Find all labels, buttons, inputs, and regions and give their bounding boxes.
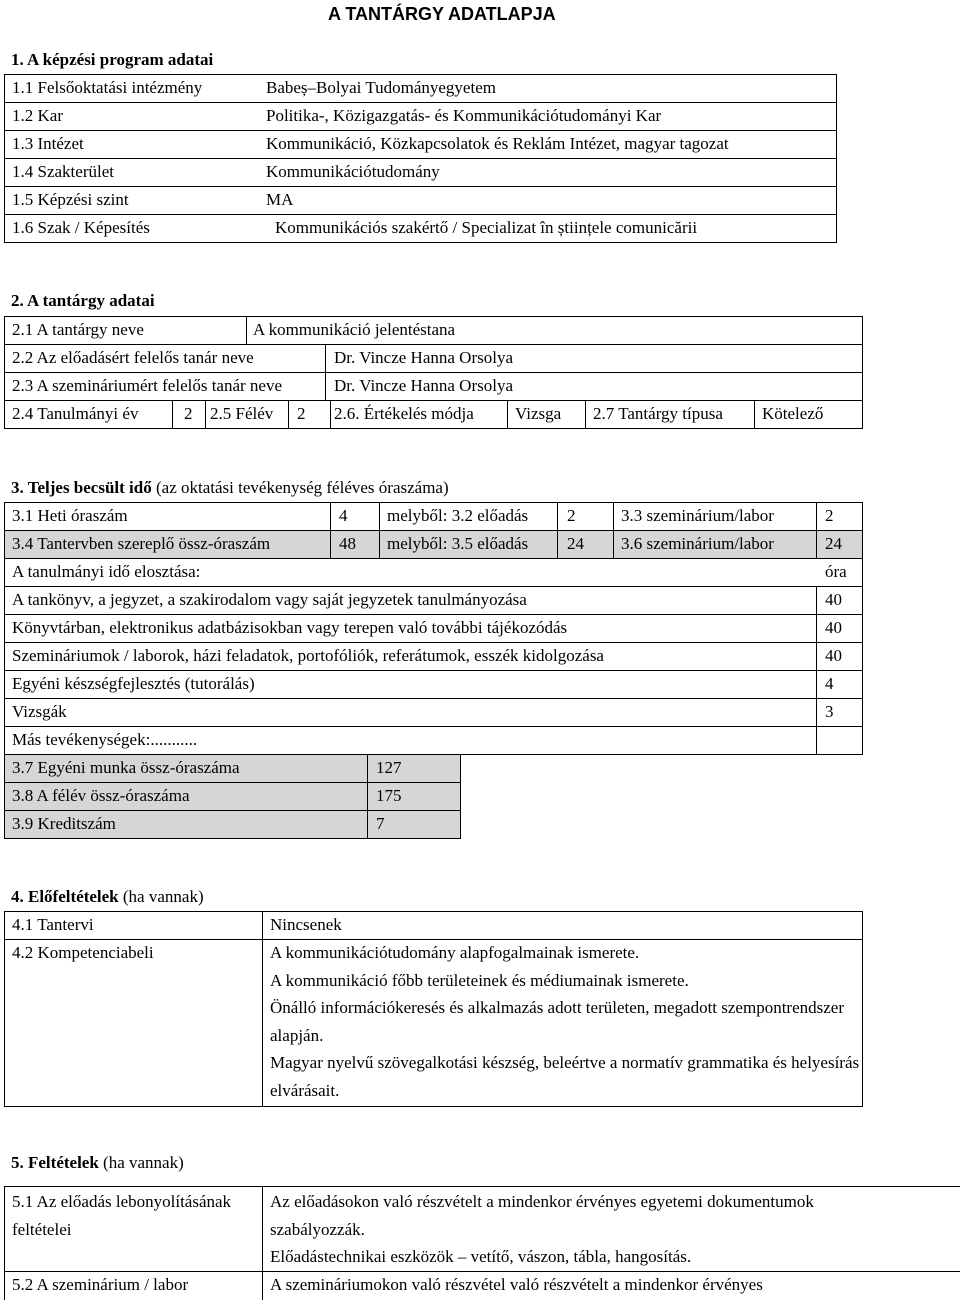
activity-hours: 3: [825, 702, 834, 721]
weekly-seminar-label: 3.3 szeminárium/labor: [621, 506, 774, 525]
seminar-teacher-label: 2.3 A szemináriumért felelős tanár neve: [12, 376, 283, 395]
semester-total-hours-value: 175: [376, 786, 402, 805]
activity-label: Egyéni készségfejlesztés (tutorálás): [12, 674, 255, 693]
section-2-heading: 2. A tantárgy adatai: [11, 291, 155, 310]
credits-value: 7: [376, 814, 385, 833]
section-3-heading: 3. Teljes becsült idő (az oktatási tevékenység féléves óraszáma): [11, 478, 449, 497]
total-seminar-label: 3.6 szeminárium/labor: [621, 534, 774, 553]
lecture-conditions-label: 5.1 Az előadás lebonyolításának feltételei: [12, 1192, 232, 1239]
activity-label: Könyvtárban, elektronikus adatbázisokban vagy terepen való további tájékozódás: [12, 618, 568, 637]
seminar-teacher-value: Dr. Vincze Hanna Orsolya: [334, 376, 513, 395]
level-label: 1.5 Képzési szint: [12, 190, 129, 209]
curricular-prereq-label: 4.1 Tantervi: [12, 915, 94, 934]
semester-label: 2.5 Félév: [210, 404, 274, 423]
lecture-conditions-text: Az előadásokon való részvételt a mindenkor érvényes egyetemi dokumentumok szabályozzák.: [270, 1192, 814, 1239]
specialization-value: Kommunikációs szakértő / Specializat în științele comunicării: [275, 218, 698, 237]
level-value: MA: [266, 190, 294, 209]
field-label: 1.4 Szakterület: [12, 162, 114, 181]
lecture-equipment-text: Előadástechnikai eszközök – vetítő, vászon, tábla, hangosítás.: [270, 1247, 692, 1266]
weekly-lecture-value: 2: [567, 506, 576, 525]
competence-item: Önálló információkeresés és alkalmazás adott területen, megadott szempontrendszer alapján.: [270, 998, 844, 1045]
specialization-label: 1.6 Szak / Képesítés: [12, 218, 150, 237]
hours-unit-label: óra: [825, 562, 847, 581]
competence-item: Magyar nyelvű szövegalkotási készség, beleértve a normatív grammatika és helyesírás elvárásait.: [270, 1053, 860, 1100]
total-curriculum-hours-value: 48: [339, 534, 356, 553]
lecturer-label: 2.2 Az előadásért felelős tanár neve: [12, 348, 254, 367]
course-type-label: 2.7 Tantárgy típusa: [593, 404, 723, 423]
semester-total-hours-label: 3.8 A félév össz-óraszáma: [12, 786, 190, 805]
activity-hours: 40: [825, 590, 842, 609]
total-lecture-label: melyből: 3.5 előadás: [387, 534, 529, 553]
section-4-heading: 4. Előfeltételek (ha vannak): [11, 887, 204, 906]
faculty-value: Politika-, Közigazgatás- és Kommunikációtudományi Kar: [266, 106, 662, 125]
section-1-heading: 1. A képzési program adatai: [11, 50, 214, 69]
total-seminar-value: 24: [825, 534, 842, 553]
weekly-seminar-value: 2: [825, 506, 834, 525]
activity-label: Szemináriumok / laborok, házi feladatok, portofóliók, referátumok, esszék kidolgozása: [12, 646, 604, 665]
activity-label: Vizsgák: [12, 702, 67, 721]
section-5-heading: 5. Feltételek (ha vannak): [11, 1153, 184, 1172]
field-value: Kommunikációtudomány: [266, 162, 440, 181]
activity-label: Más tevékenységek:...........: [12, 730, 198, 749]
activity-hours: 40: [825, 646, 842, 665]
course-name-label: 2.1 A tantárgy neve: [12, 320, 144, 339]
total-lecture-value: 24: [567, 534, 584, 553]
competence-item: A kommunikáció főbb területeinek és médiumainak ismerete.: [270, 971, 689, 990]
credits-label: 3.9 Kreditszám: [12, 814, 116, 833]
study-year-label: 2.4 Tanulmányi év: [12, 404, 139, 423]
institute-value: Kommunikáció, Közkapcsolatok és Reklám Intézet, magyar tagozat: [266, 134, 729, 153]
competence-prereq-label: 4.2 Kompetenciabeli: [12, 943, 154, 962]
time-distribution-label: A tanulmányi idő elosztása:: [12, 562, 201, 581]
faculty-label: 1.2 Kar: [12, 106, 63, 125]
course-name-value: A kommunikáció jelentéstana: [253, 320, 456, 339]
seminar-conditions-label: 5.2 A szeminárium / labor: [12, 1275, 189, 1294]
weekly-lecture-label: melyből: 3.2 előadás: [387, 506, 529, 525]
individual-work-hours-value: 127: [376, 758, 402, 777]
evaluation-label: 2.6. Értékelés módja: [334, 404, 474, 423]
activity-label: A tankönyv, a jegyzet, a szakirodalom vagy saját jegyzetek tanulmányozása: [12, 590, 527, 609]
seminar-conditions-text: A szemináriumokon való részvétel való részvételt a mindenkor érvényes: [270, 1275, 763, 1294]
total-curriculum-hours-label: 3.4 Tantervben szereplő össz-óraszám: [12, 534, 271, 553]
lecturer-value: Dr. Vincze Hanna Orsolya: [334, 348, 513, 367]
weekly-hours-value: 4: [339, 506, 348, 525]
activity-hours: 4: [825, 674, 834, 693]
semester-value: 2: [297, 404, 306, 423]
institution-label: 1.1 Felsőoktatási intézmény: [12, 78, 203, 97]
competence-item: A kommunikációtudomány alapfogalmainak ismerete.: [270, 943, 640, 962]
page-title: A TANTÁRGY ADATLAPJA: [328, 4, 556, 24]
course-type-value: Kötelező: [762, 404, 824, 423]
curricular-prereq-value: Nincsenek: [270, 915, 342, 934]
individual-work-hours-label: 3.7 Egyéni munka össz-óraszáma: [12, 758, 240, 777]
institute-label: 1.3 Intézet: [12, 134, 84, 153]
institution-value: Babeș–Bolyai Tudományegyetem: [266, 78, 496, 97]
evaluation-value: Vizsga: [515, 404, 562, 423]
activity-hours: 40: [825, 618, 842, 637]
weekly-hours-label: 3.1 Heti óraszám: [12, 506, 128, 525]
study-year-value: 2: [184, 404, 193, 423]
